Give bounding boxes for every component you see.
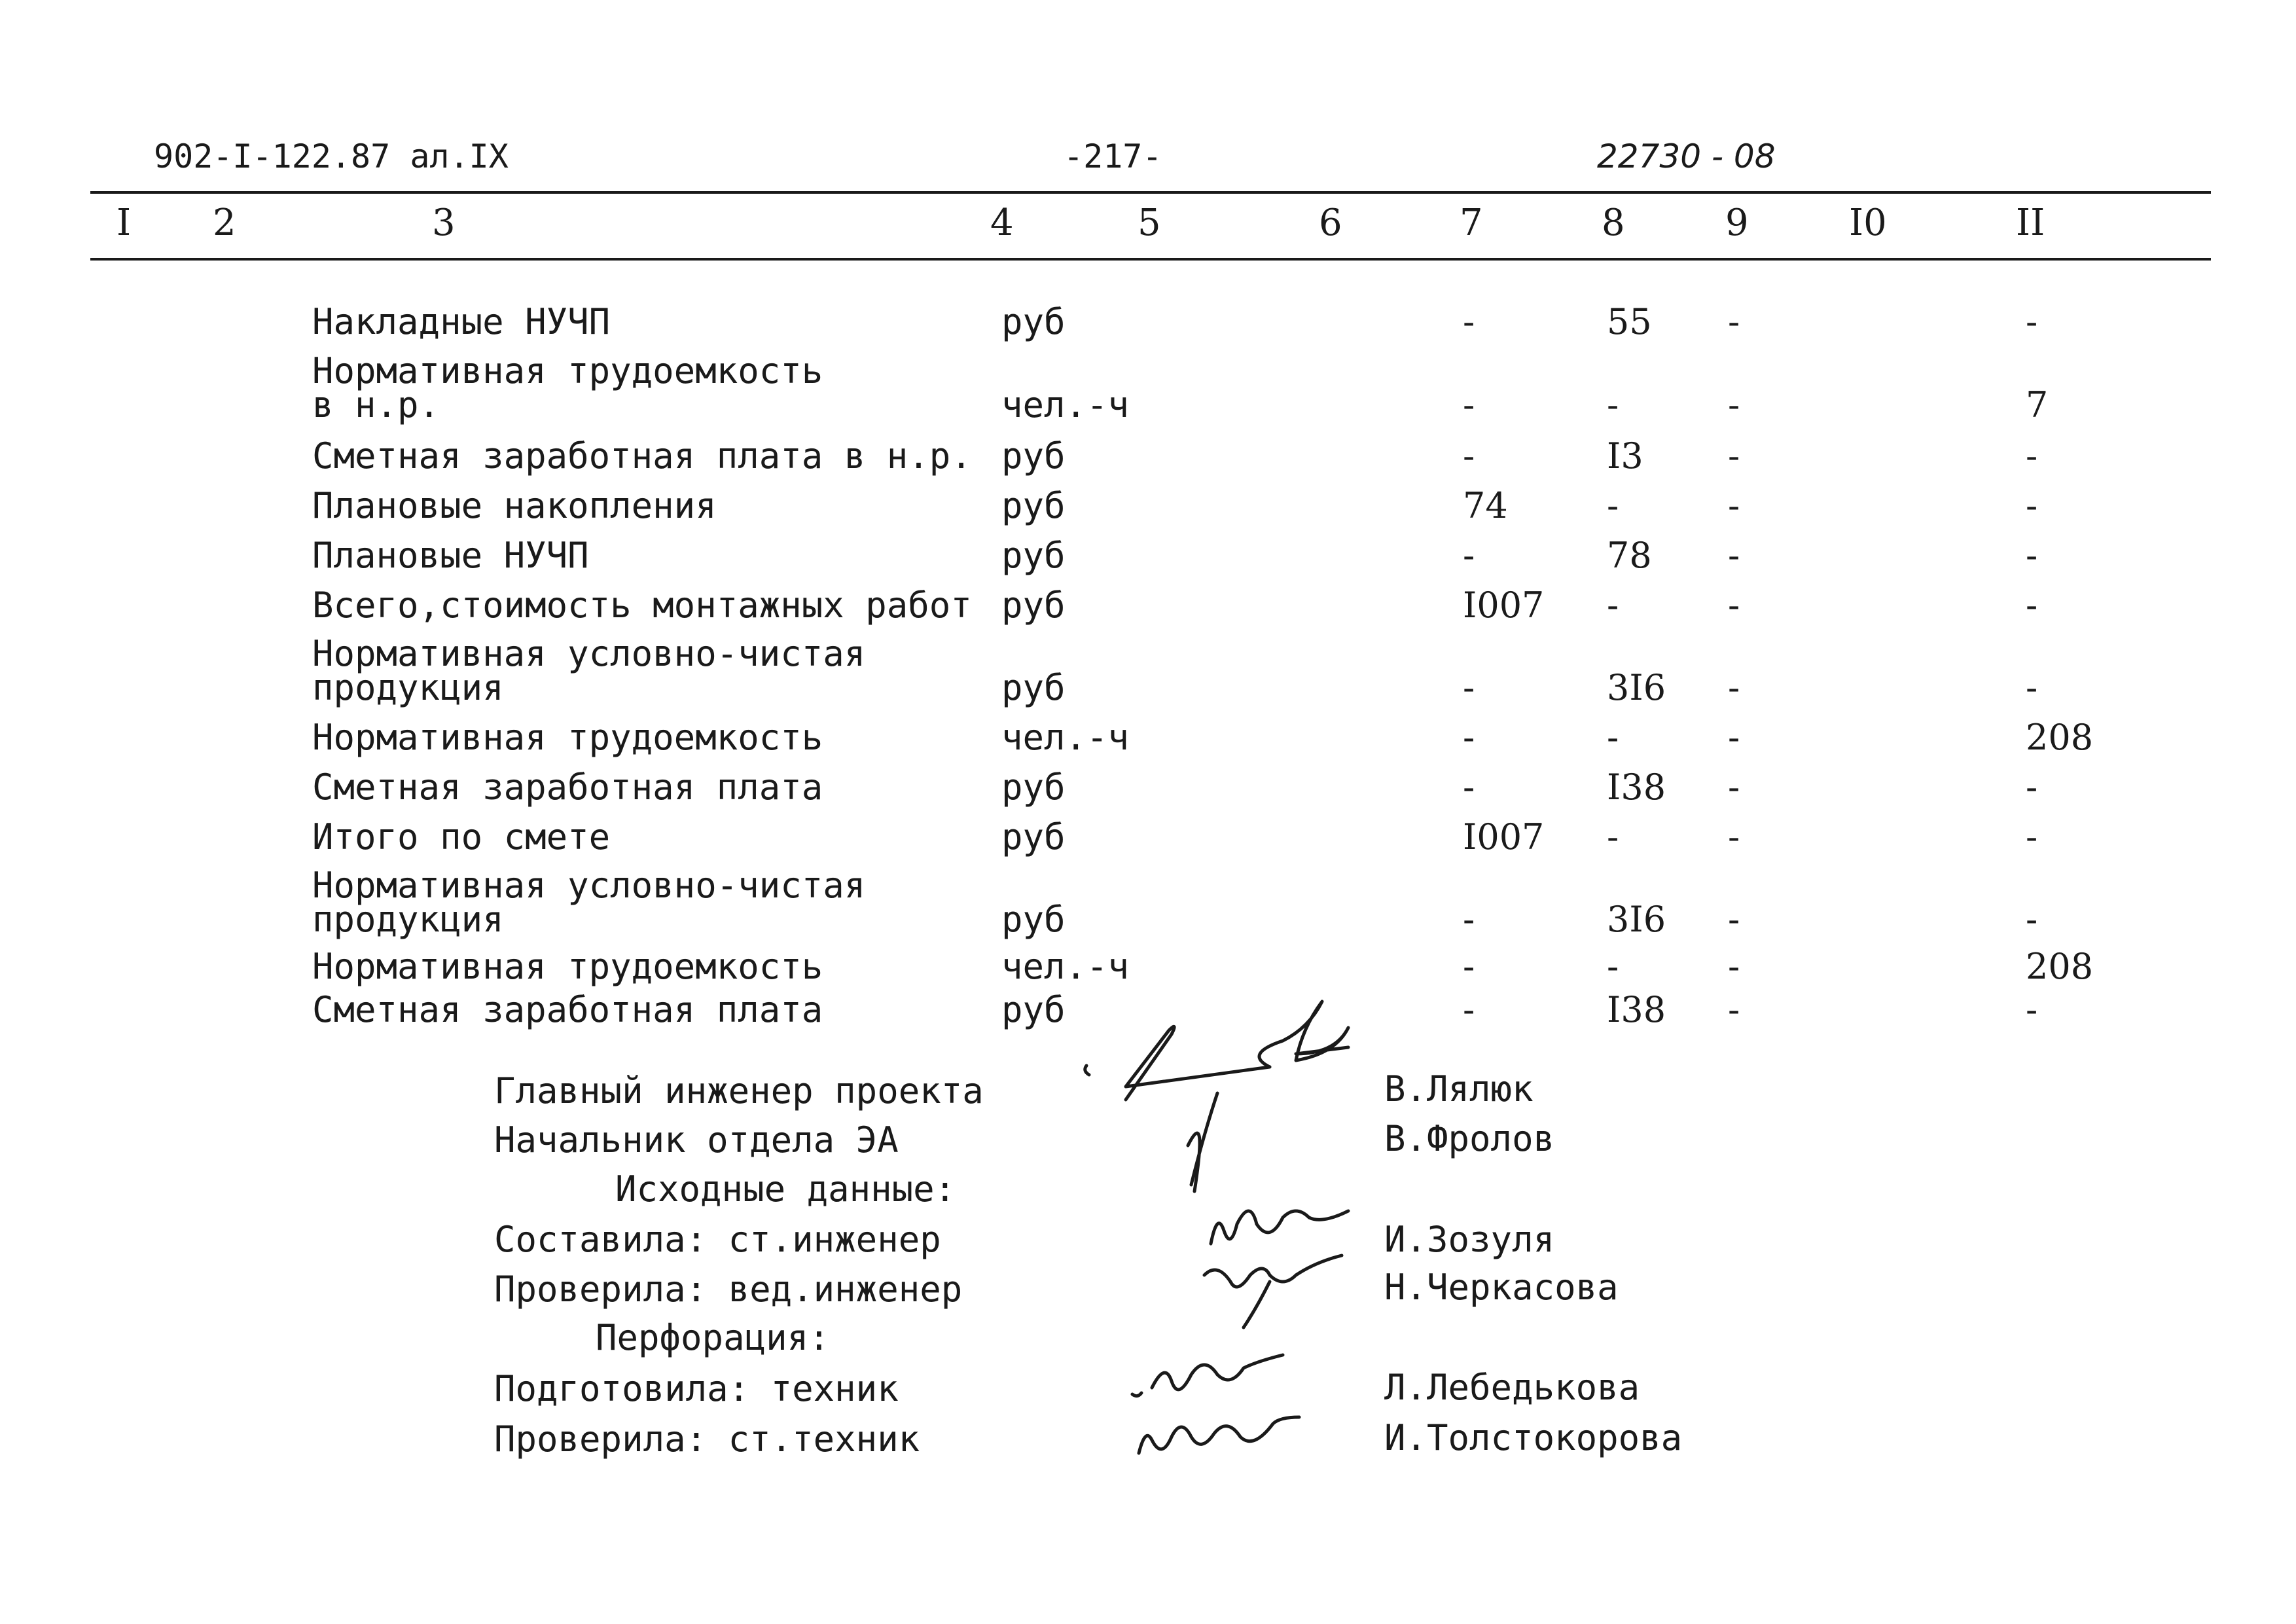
row-col8: I3	[1607, 435, 1643, 477]
row-col8: -	[1607, 585, 1619, 626]
row-name: продукция	[312, 899, 504, 940]
row-unit: руб	[1001, 485, 1066, 526]
row-col11: 7	[2026, 384, 2049, 425]
row-name: Нормативная трудоемкость	[312, 350, 823, 391]
header-bottom-rule	[90, 258, 2211, 261]
column-number: II	[2016, 202, 2045, 244]
row-col11: -	[2026, 535, 2038, 576]
row-name: Сметная заработная плата	[312, 767, 823, 808]
row-col7: I007	[1463, 585, 1545, 626]
row-col11: 208	[2026, 717, 2094, 758]
row-col8: 78	[1607, 535, 1652, 576]
row-col11: -	[2026, 816, 2038, 857]
row-col7: -	[1463, 667, 1475, 708]
row-col11: -	[2026, 301, 2038, 342]
checked2-by-signature	[1126, 1407, 1322, 1466]
column-number: 4	[990, 202, 1014, 244]
row-unit: руб	[1001, 667, 1066, 708]
row-col7: -	[1463, 717, 1475, 758]
row-name: Сметная заработная плата	[312, 989, 823, 1030]
row-col9: -	[1728, 767, 1740, 808]
row-unit: руб	[1001, 816, 1066, 857]
row-name: в н.р.	[312, 384, 440, 425]
row-col7: -	[1463, 989, 1475, 1030]
row-col9: -	[1728, 535, 1740, 576]
row-col9: -	[1728, 384, 1740, 425]
row-col7: -	[1463, 384, 1475, 425]
checked-by-signature	[1191, 1255, 1361, 1327]
row-unit: руб	[1001, 301, 1066, 342]
dept-head-name: В.Фролов	[1384, 1118, 1555, 1159]
row-col8: I38	[1607, 989, 1666, 1030]
column-number: 7	[1460, 202, 1483, 244]
row-col9: -	[1728, 946, 1740, 987]
document-code: 902-I-122.87 ал.IX	[154, 137, 509, 175]
column-number: 2	[213, 202, 236, 244]
checked2-by-title: Проверила: ст.техник	[494, 1418, 920, 1460]
row-col9: -	[1728, 899, 1740, 940]
row-col11: -	[2026, 767, 2038, 808]
row-col11: -	[2026, 435, 2038, 477]
checked2-by-name: И.Толстокорова	[1384, 1417, 1683, 1458]
chief-engineer-name: В.Лялюк	[1384, 1068, 1534, 1110]
row-col7: -	[1463, 435, 1475, 477]
row-col8: 3I6	[1607, 899, 1666, 940]
column-number: 6	[1319, 202, 1342, 244]
column-number: 5	[1138, 202, 1161, 244]
row-col8: 55	[1607, 301, 1652, 342]
row-col8: I38	[1607, 767, 1666, 808]
row-col9: -	[1728, 585, 1740, 626]
row-col7: 74	[1463, 485, 1508, 526]
row-col9: -	[1728, 485, 1740, 526]
row-col8: -	[1607, 946, 1619, 987]
row-col11: -	[2026, 989, 2038, 1030]
row-col11: -	[2026, 899, 2038, 940]
prepared-by-signature	[1126, 1355, 1322, 1414]
header-top-rule	[90, 191, 2211, 194]
row-name: Всего,стоимость монтажных работ	[312, 585, 972, 626]
source-data-heading: Исходные данные:	[615, 1168, 956, 1210]
row-unit: чел.-ч	[1001, 717, 1130, 758]
row-unit: чел.-ч	[1001, 946, 1130, 987]
row-col8: -	[1607, 717, 1619, 758]
column-number: 3	[432, 202, 456, 244]
checked-by-title: Проверила: вед.инженер	[494, 1269, 963, 1310]
row-col9: -	[1728, 435, 1740, 477]
sheet-code: 22730 - 08	[1597, 137, 1776, 175]
column-number: I	[117, 202, 132, 244]
row-unit: руб	[1001, 435, 1066, 477]
prepared-by-name: Л.Лебедькова	[1384, 1367, 1640, 1408]
row-name: продукция	[312, 667, 504, 708]
row-col7: -	[1463, 899, 1475, 940]
row-name: Нормативная условно-чистая	[312, 865, 866, 906]
page-number: -217-	[1064, 137, 1162, 175]
row-col11: -	[2026, 585, 2038, 626]
checked-by-name: Н.Черкасова	[1384, 1267, 1619, 1308]
row-col11: -	[2026, 485, 2038, 526]
row-col7: -	[1463, 301, 1475, 342]
row-col8: -	[1607, 816, 1619, 857]
row-col8: 3I6	[1607, 667, 1666, 708]
dept-head-title: Начальник отдела ЭА	[494, 1119, 899, 1161]
row-unit: руб	[1001, 535, 1066, 576]
row-col7: -	[1463, 946, 1475, 987]
row-name: Нормативная трудоемкость	[312, 946, 823, 987]
row-col7: -	[1463, 535, 1475, 576]
column-number: 9	[1725, 202, 1749, 244]
row-name: Итого по смете	[312, 816, 611, 857]
row-name: Нормативная трудоемкость	[312, 717, 823, 758]
chief-engineer-signature	[1073, 988, 1388, 1211]
column-number: 8	[1602, 202, 1625, 244]
compiled-by-name: И.Зозуля	[1384, 1219, 1555, 1260]
chief-engineer-title: Главный инженер проекта	[494, 1070, 984, 1111]
row-col9: -	[1728, 816, 1740, 857]
row-col7: I007	[1463, 816, 1545, 857]
row-name: Плановые НУЧП	[312, 535, 589, 576]
row-col8: -	[1607, 384, 1619, 425]
perforation-heading: Перфорация:	[596, 1317, 830, 1358]
row-unit: руб	[1001, 989, 1066, 1030]
row-unit: руб	[1001, 585, 1066, 626]
prepared-by-title: Подготовила: техник	[494, 1368, 899, 1409]
row-name: Сметная заработная плата в н.р.	[312, 435, 972, 477]
row-unit: руб	[1001, 899, 1066, 940]
row-unit: руб	[1001, 767, 1066, 808]
row-col9: -	[1728, 301, 1740, 342]
row-name: Нормативная условно-чистая	[312, 633, 866, 674]
row-col11: 208	[2026, 946, 2094, 987]
row-name: Накладные НУЧП	[312, 301, 611, 342]
row-col7: -	[1463, 767, 1475, 808]
row-col8: -	[1607, 485, 1619, 526]
compiled-by-title: Составила: ст.инженер	[494, 1219, 941, 1260]
row-unit: чел.-ч	[1001, 384, 1130, 425]
row-col9: -	[1728, 717, 1740, 758]
row-col9: -	[1728, 989, 1740, 1030]
column-number: I0	[1849, 202, 1887, 244]
row-col11: -	[2026, 667, 2038, 708]
row-name: Плановые накопления	[312, 485, 717, 526]
row-col9: -	[1728, 667, 1740, 708]
